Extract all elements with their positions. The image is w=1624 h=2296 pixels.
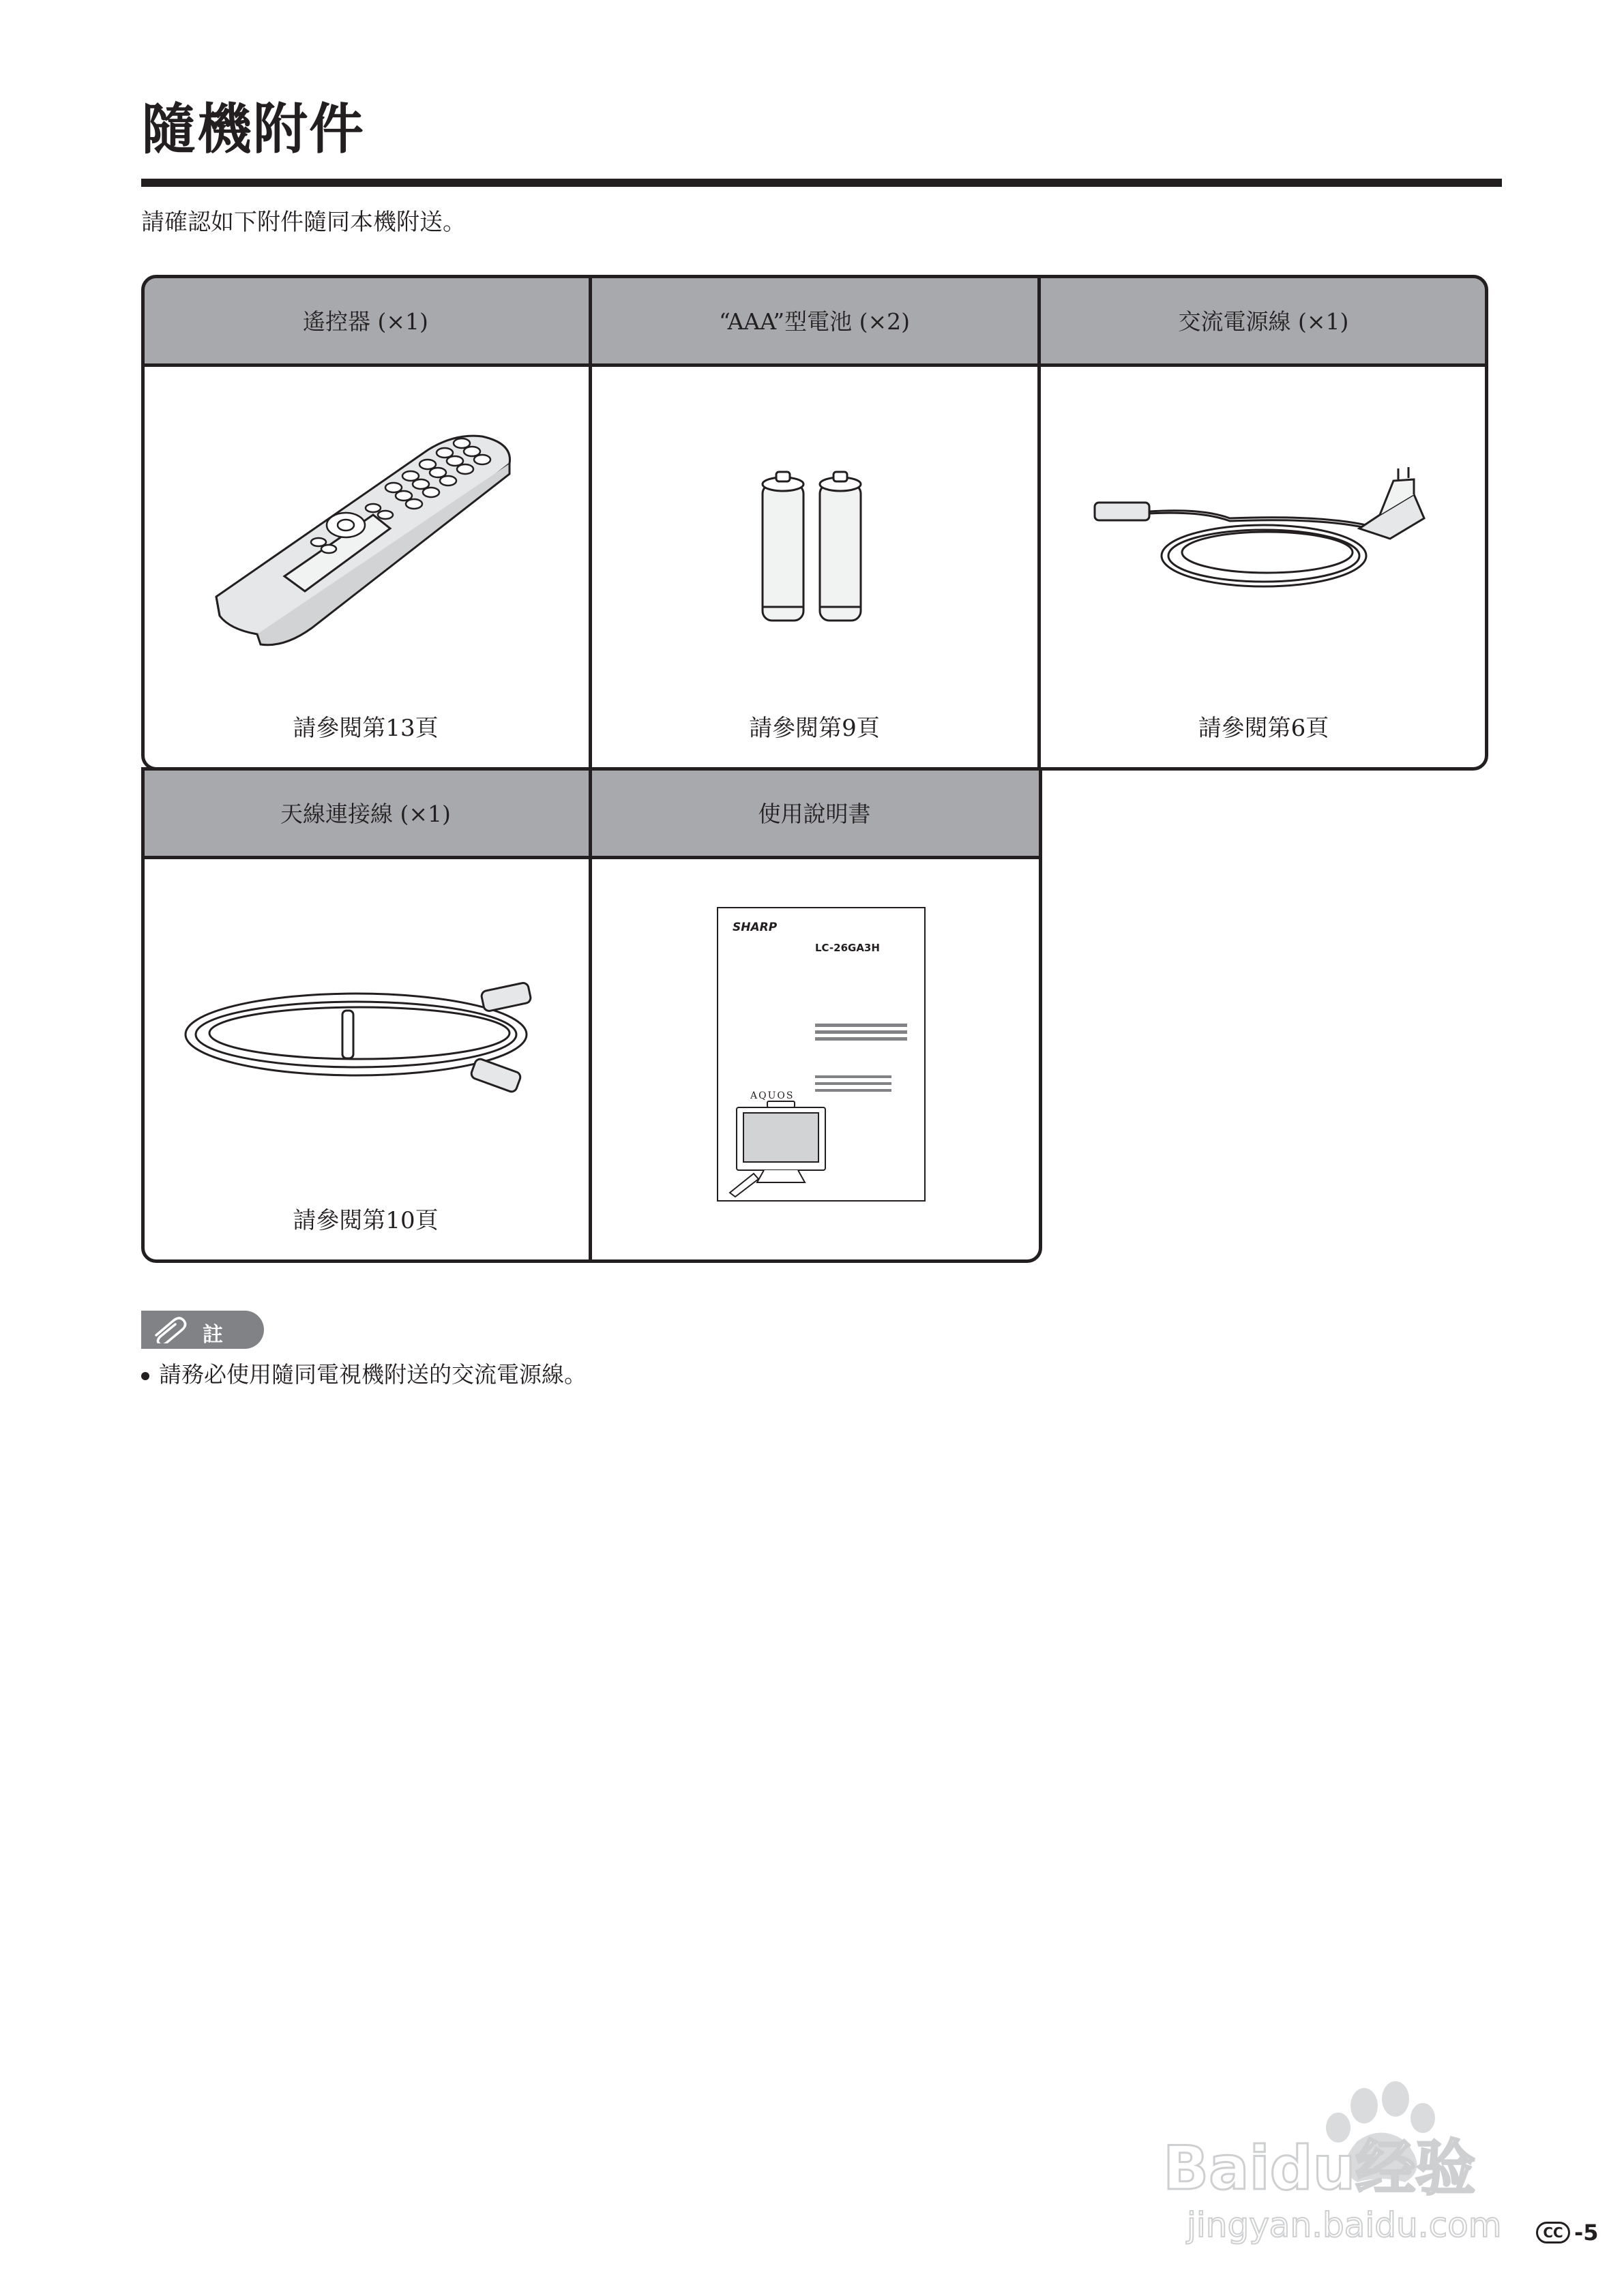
intro-text: 請確認如下附件隨同本機附送。 — [141, 209, 466, 236]
antenna-cable-icon — [179, 953, 561, 1130]
remote-control-icon — [209, 413, 523, 658]
watermark-url: jingyan.baidu.com — [1187, 2205, 1502, 2245]
page-number — [1536, 2220, 1599, 2246]
manual-model-text: LC-26GA3H — [815, 942, 880, 954]
item-cell-power-cord — [1039, 365, 1488, 767]
item-header-batteries: “AAA”型電池 (×2) — [590, 275, 1039, 365]
item-ref-power-cord: 請參閱第6頁 — [1198, 715, 1329, 742]
item-cell-manual — [590, 857, 1039, 1259]
item-header-power-cord: 交流電源線 (×1) — [1039, 275, 1488, 365]
item-cell-remote — [141, 365, 590, 767]
note-item — [141, 1357, 587, 1389]
table-divider — [1037, 275, 1041, 771]
batteries-icon — [757, 471, 873, 627]
page-number-text: -5 — [1574, 2220, 1599, 2246]
ac-power-cord-icon — [1093, 453, 1434, 610]
table-divider — [589, 275, 592, 1263]
item-ref-batteries: 請參閱第9頁 — [749, 715, 880, 742]
note-text: 請務必使用隨同電視機附送的交流電源線。 — [159, 1361, 587, 1388]
region-code-mark: CC — [1536, 2222, 1570, 2243]
manual-series-text: AQUOS — [750, 1090, 795, 1101]
item-ref-antenna-cable: 請參閱第10頁 — [293, 1207, 439, 1234]
operation-manual-icon — [716, 906, 928, 1203]
item-header-remote: 遙控器 (×1) — [141, 275, 590, 365]
bullet-icon — [141, 1372, 149, 1380]
page-title: 隨機附件 — [141, 98, 365, 161]
watermark-brand: Baidu经验 — [1163, 2133, 1476, 2203]
table-divider — [141, 363, 1488, 367]
item-ref-remote: 請參閱第13頁 — [293, 715, 439, 742]
item-header-manual: 使用說明書 — [590, 767, 1039, 857]
item-cell-batteries — [590, 365, 1039, 767]
note-label: 註 — [203, 1323, 223, 1347]
paperclip-icon — [151, 1316, 192, 1343]
manual-brand-text: SHARP — [733, 921, 778, 934]
title-rule — [141, 179, 1502, 187]
table-divider — [141, 856, 1042, 859]
baidu-watermark-logo — [1160, 2073, 1541, 2250]
item-header-antenna-cable: 天線連接線 (×1) — [141, 767, 590, 857]
note-badge — [141, 1311, 264, 1349]
item-cell-antenna-cable — [141, 857, 590, 1259]
